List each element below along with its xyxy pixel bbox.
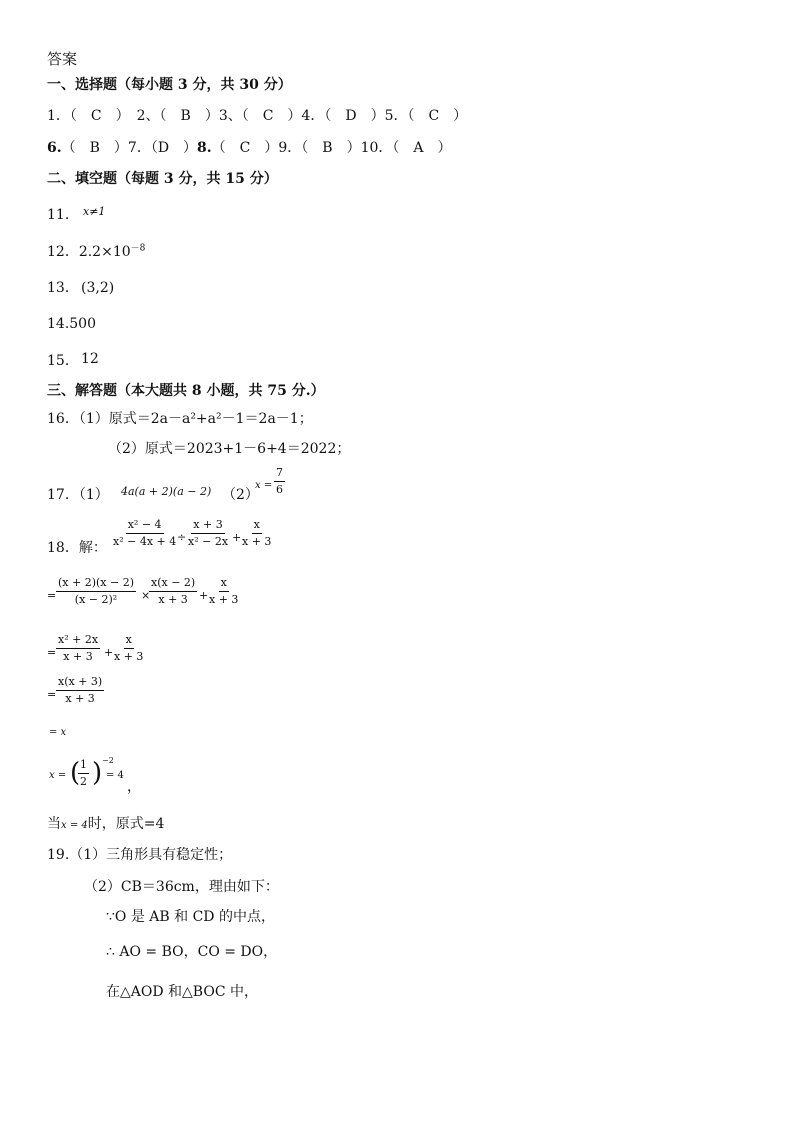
q18-step2-f2-numerator: x [124, 633, 134, 649]
q13-answer: (3,2) [81, 280, 115, 296]
q18-half-numerator: 1 [78, 758, 89, 774]
q18-step2-f2-denominator: x + 3 [114, 650, 144, 663]
q11-answer: x≠1 [83, 205, 106, 218]
q17-part1-answer: 4a(a + 2)(a − 2) [121, 485, 212, 498]
q17-x-eq: x = [255, 480, 273, 491]
q18-when-suffix: 时，原式=4 [87, 816, 165, 832]
q18-x-eq: x = [49, 770, 67, 781]
q18-plus-sign: + [232, 531, 242, 544]
q18-step2-f1-denominator: x + 3 [63, 650, 93, 663]
q18-half-denominator: 2 [80, 775, 87, 788]
q18-comma: ， [127, 779, 141, 795]
q19-reason2: ∴ AO = BO，CO = DO， [106, 944, 278, 960]
q13-number: 13． [47, 280, 79, 296]
q18-step1-fraction2 [149, 576, 197, 607]
q19-part1: 19.（1）三角形具有稳定性； [47, 847, 233, 863]
q18-when-prefix: 当 [47, 816, 61, 832]
q19-reason1: ∵O 是 AB 和 CD 的中点， [106, 909, 275, 925]
page-title: 答案 [47, 50, 78, 68]
q6-number: 6. [47, 140, 62, 156]
q17-label: 17．（1） [47, 487, 109, 503]
q18-step1-f1-denominator: (x − 2)² [74, 593, 118, 606]
q18-step3-denominator: x + 3 [65, 692, 95, 705]
mc-answers-row1: 1．（ C ） 2、（ B ）3、（ C ）4．（ D ）5．（ C ） [47, 108, 468, 124]
q18-exponent: −2 [102, 756, 114, 765]
q11-number: 11． [47, 207, 79, 223]
q18-conclusion [47, 815, 164, 835]
q17-denominator: 6 [276, 483, 283, 496]
q18-divide-sign: ÷ [177, 531, 187, 544]
q19-reason3: 在△AOD 和△BOC 中， [106, 984, 258, 1000]
q18-step2-plus: + [104, 646, 114, 659]
q18-step1-f3-denominator: x + 3 [209, 593, 239, 606]
q18-step2-f1-numerator: x² + 2x [56, 633, 100, 649]
q17-numerator: 7 [274, 466, 285, 482]
q18-step3-eq: = [47, 688, 57, 701]
q18-left-paren: ( [70, 758, 81, 788]
q18-label: 18．解： [47, 540, 107, 556]
q18-fraction1 [111, 518, 178, 549]
q6-q7-answers: （ B ）7．（D ） [61, 140, 198, 156]
q17-part2-label: （2） [222, 487, 259, 503]
mc-answers-row2 [47, 139, 452, 157]
q18-step3-fraction [56, 675, 104, 706]
q18-f1-denominator: x² − 4x + 4 [113, 535, 177, 548]
section3-heading: 三、解答题（本大题共 8 小题，共 75 分.） [47, 383, 325, 399]
q19-part2: （2）CB＝36cm，理由如下： [84, 879, 279, 895]
q18-step4: = x [49, 727, 67, 738]
q18-f1-numerator: x² − 4 [126, 518, 164, 534]
q18-when-x: x = 4 [61, 820, 88, 831]
q14-line: 14.500 [47, 316, 96, 332]
q18-step1-f2-numerator: x(x − 2) [149, 576, 197, 592]
q12-exponent: －8 [130, 243, 146, 254]
q18-step2-fraction1 [56, 633, 100, 664]
q18-fraction3 [240, 518, 273, 549]
q8-number: 8. [197, 140, 212, 156]
q18-step2-fraction2 [112, 633, 145, 664]
q18-f2-denominator: x² − 2x [188, 535, 229, 548]
section2-heading: 二、填空题（每题 3 分，共 15 分） [47, 171, 278, 187]
q18-step1-times: × [141, 589, 151, 602]
q18-f3-numerator: x [252, 518, 262, 534]
q18-step1-eq: = [47, 589, 57, 602]
q18-step3-numerator: x(x + 3) [56, 675, 104, 691]
q16-part2: （2）原式＝2023+1－6+4＝2022； [108, 441, 351, 457]
q18-step1-plus: + [199, 589, 209, 602]
q18-f3-denominator: x + 3 [242, 535, 272, 548]
q15-number: 15． [47, 353, 79, 369]
q18-step1-f2-denominator: x + 3 [158, 593, 188, 606]
section1-heading: 一、选择题（每小题 3 分，共 30 分） [47, 77, 292, 93]
q18-fraction2 [186, 518, 230, 549]
q18-step1-f1-numerator: (x + 2)(x − 2) [56, 576, 136, 592]
q15-answer: 12 [81, 351, 99, 367]
q12-answer: 2.2×10 [78, 244, 131, 260]
q18-step2-eq: = [47, 646, 57, 659]
q16-part1: 16．（1）原式＝2a－a²+a²－1＝2a－1； [47, 411, 313, 427]
q12-number: 12． [47, 244, 79, 260]
q18-half-fraction [78, 758, 89, 789]
q8-q10-answers: （ C ）9．（ B ）10．（ A ） [211, 140, 452, 156]
q18-right-paren: ) [92, 758, 103, 788]
q18-step1-f3-numerator: x [219, 576, 229, 592]
q18-result: = 4 [106, 770, 124, 781]
q18-f2-numerator: x + 3 [191, 518, 224, 534]
q18-step1-fraction1 [56, 576, 136, 607]
q17-fraction [274, 466, 285, 497]
q18-step1-fraction3 [207, 576, 240, 607]
q12-line [47, 243, 145, 261]
